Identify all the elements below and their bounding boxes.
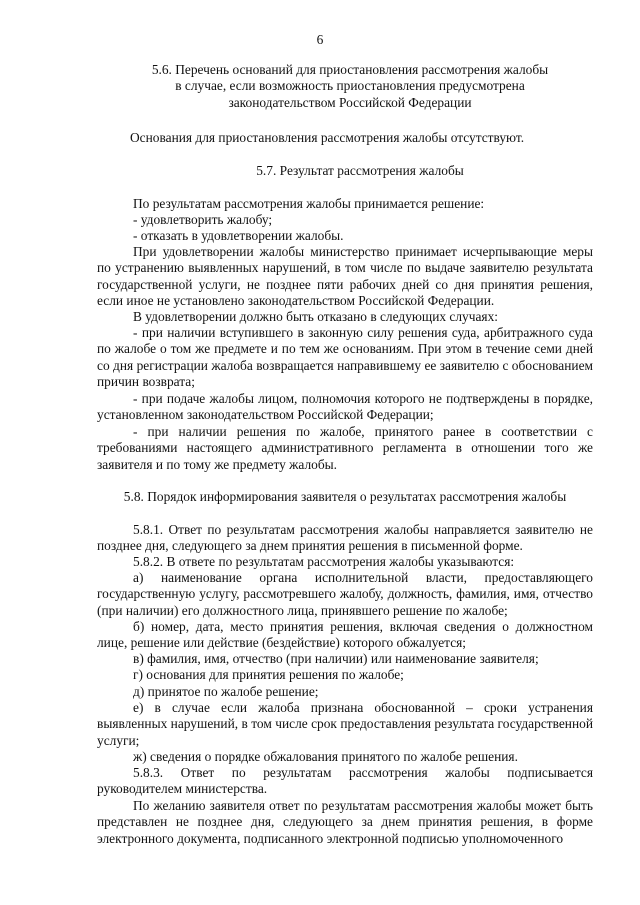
- decision-option: - удовлетворить жалобу;: [133, 212, 273, 227]
- answer-item: г) основания для принятия решения по жалобе;: [133, 667, 404, 682]
- answer-item: в) фамилия, имя, отчество (при наличии) или наименование заявителя;: [133, 651, 539, 666]
- answer-item: д) принятое по жалобе решение;: [133, 684, 319, 699]
- heading-line: в случае, если возможность приостановления предусмотрена: [175, 78, 525, 94]
- answer-item: а) наименование органа исполнительной власти, предоставляющего государственную услугу, рассмотревшего жалобу, должность, фамилия, имя, отчество (при наличии) его должностного лица, принявшего решение по жалобе;: [97, 570, 593, 618]
- satisfy-paragraph: При удовлетворении жалобы министерство принимает исчерпывающие меры по устранению выявленных нарушений, в том числе по выдаче заявителю результата государственной услуги, не позднее пяти рабочих дней со дня принятия решения, если иное не установлено законодательством Российской Федерации.: [97, 244, 593, 308]
- decision-intro: По результатам рассмотрения жалобы принимается решение:: [133, 196, 485, 211]
- section-5-7-heading: 5.7. Результат рассмотрения жалобы: [256, 163, 464, 178]
- final-paragraph: По желанию заявителя ответ по результатам рассмотрения жалобы может быть представлен не позднее дня, следующего за днем принятия решения, в форме электронного документа, подписанного электронной подписью уполномоченного: [97, 798, 593, 846]
- paragraph-5-8-2: 5.8.2. В ответе по результатам рассмотрения жалобы указываются:: [133, 554, 515, 569]
- refuse-item: - при подаче жалобы лицом, полномочия которого не подтверждены в порядке, установленном законодательством Российской Федерации;: [97, 391, 593, 423]
- section-5-6-text: Основания для приостановления рассмотрения жалобы отсутствуют.: [130, 130, 525, 145]
- section-5-8-heading: 5.8. Порядок информирования заявителя о результатах рассмотрения жалобы: [123, 489, 567, 504]
- heading-line: 5.6. Перечень оснований для приостановления рассмотрения жалобы: [151, 62, 549, 77]
- refuse-intro: В удовлетворении должно быть отказано в следующих случаях:: [133, 309, 498, 324]
- page-number: 6: [316, 32, 324, 47]
- refuse-item: - при наличии решения по жалобе, принятого ранее в соответствии с требованиями настоящего административного регламента в отношении того же заявителя и по тому же предмету жалобы.: [97, 424, 593, 472]
- answer-item: ж) сведения о порядке обжалования принятого по жалобе решения.: [133, 749, 518, 764]
- decision-option: - отказать в удовлетворении жалобы.: [133, 228, 344, 243]
- answer-item: б) номер, дата, место принятия решения, включая сведения о должностном лице, решение или действие (бездействие) которого обжалуется;: [97, 619, 593, 651]
- paragraph-5-8-1: 5.8.1. Ответ по результатам рассмотрения жалобы направляется заявителю не позднее дня, следующего за днем принятия решения в письменной форме.: [97, 522, 593, 554]
- heading-line: законодательством Российской Федерации: [228, 94, 472, 110]
- section-5-6-heading: [130, 62, 570, 111]
- paragraph-5-8-3: 5.8.3. Ответ по результатам рассмотрения жалобы подписывается руководителем министерства.: [97, 765, 593, 797]
- answer-item: е) в случае если жалоба признана обоснованной – сроки устранения выявленных нарушений, в том числе срок предоставления результата государственной услуги;: [97, 700, 593, 748]
- refuse-item: - при наличии вступившего в законную силу решения суда, арбитражного суда по жалобе о том же предмете и по тем же основаниям. При этом в течение семи дней со дня регистрации жалоба возвращается направившему ее заявителю с обоснованием причин возврата;: [97, 325, 593, 389]
